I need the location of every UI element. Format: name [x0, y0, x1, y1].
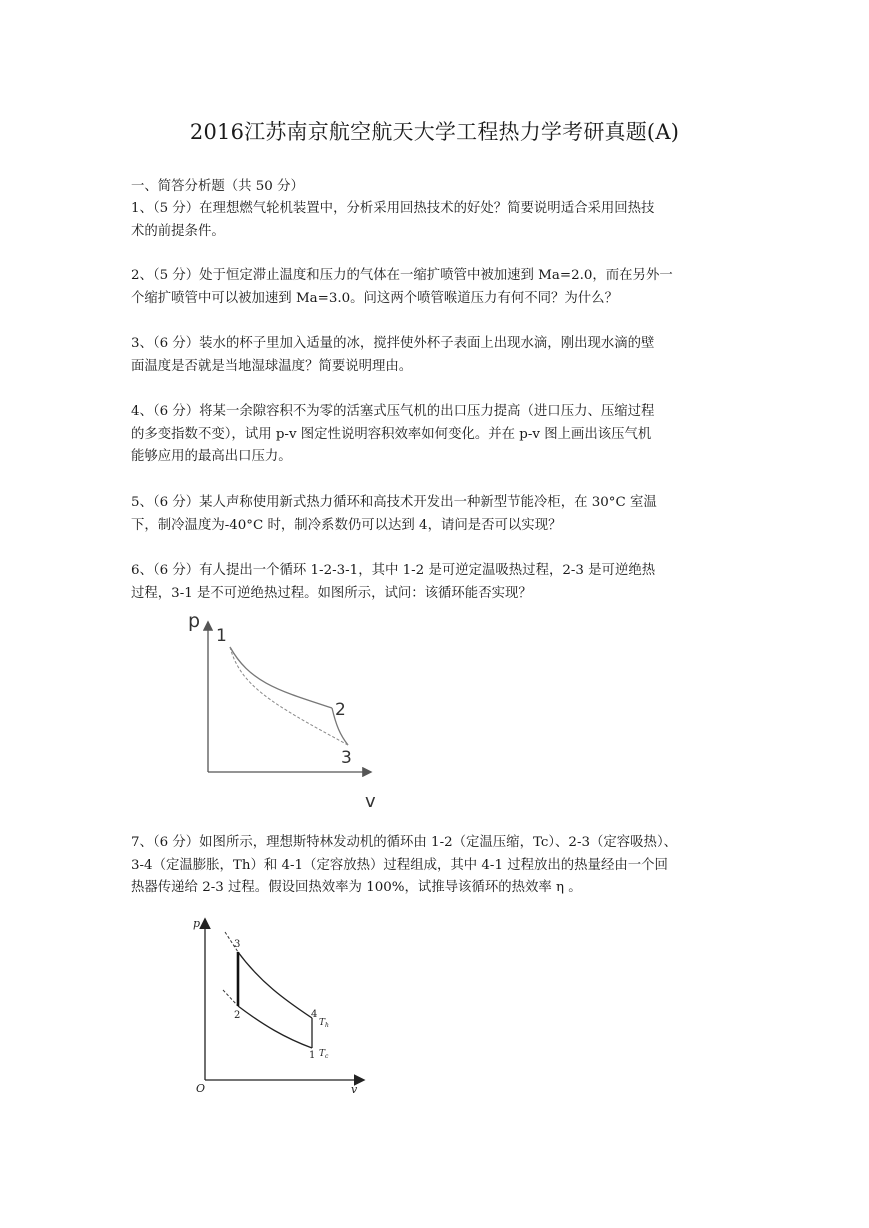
figure-2-isotherm-1-2: [238, 1006, 312, 1048]
figure-1-pv-diagram: [170, 605, 390, 815]
question-1: 1、（5 分）在理想燃气轮机装置中，分析采用回热技术的好处？简要说明适合采用回热技 术的前提条件。: [131, 201, 655, 239]
figure-2-stirling-pv-diagram: [185, 910, 375, 1095]
question-3: 3、（6 分）装水的杯子里加入适量的冰，搅拌使外杯子表面上出现水滴，刚出现水滴的壁 面温度是否就是当地湿球温度？简要说明理由。: [131, 336, 655, 374]
figure-2-p-label: p: [193, 917, 201, 930]
question-5: 5、（6 分）某人声称使用新式热力循环和高技术开发出一种新型节能冷柜，在 30°C 室温 下，制冷温度为-40°C 时，制冷系数仍可以达到 4，请问是否可以实现？: [131, 495, 657, 533]
figure-2-tc-label: $T_c$: [319, 1049, 329, 1060]
figure-2-point-1: 1: [309, 1050, 316, 1061]
figure-2-v-label: v: [351, 1083, 358, 1096]
figure-2-isotherm-3-4: [238, 952, 312, 1018]
figure-2-point-3: 3: [234, 939, 241, 950]
figure-2-th-label: $T_h$: [319, 1018, 329, 1029]
figure-2-point-2: 2: [234, 1010, 241, 1021]
question-2: 2、（5 分）处于恒定滞止温度和压力的气体在一缩扩喷管中被加速到 Ma=2.0，而在另外一 个缩扩喷管中可以被加速到 Ma=3.0。问这两个喷管喉道压力有何不同？为什么？: [131, 268, 673, 306]
question-7: 7、（6 分）如图所示，理想斯特林发动机的循环由 1-2（定温压缩，Tc）、2-3（定容吸热）、 3-4（定温膨胀，Th）和 4-1（定容放热）过程组成，其中 4-1 过程放出的热量经由一个回 热器传递给 2-3 过程。假设回热效率为 100%，试推导该循环的热效率 η 。: [131, 835, 678, 895]
figure-1-point-2: 2: [335, 700, 346, 720]
figure-2-tc-dashed: [223, 990, 238, 1006]
figure-1-v-label: v: [365, 791, 376, 812]
figure-1-isotherm-1-2: [230, 647, 332, 708]
figure-2-origin-label: O: [196, 1082, 206, 1095]
page-title: 2016江苏南京航空航天大学工程热力学考研真题(A): [189, 120, 680, 144]
figure-1-p-label: p: [188, 610, 201, 632]
question-6: 6、（6 分）有人提出一个循环 1-2-3-1，其中 1-2 是可逆定温吸热过程，2-3 是可逆绝热 过程，3-1 是不可逆绝热过程。如图所示，试问：该循环能否实现？: [131, 563, 656, 601]
figure-1-point-1: 1: [216, 626, 227, 646]
figure-2-point-4: 4: [311, 1009, 318, 1020]
question-4: 4、（6 分）将某一余隙容积不为零的活塞式压气机的出口压力提高（进口压力、压缩过程 的多变指数不变），试用 p-v 图定性说明容积效率如何变化。并在 p-v 图上画出该压气机 能够应用的最高出口压力。: [131, 404, 655, 464]
figure-1-irreversible-3-1: [230, 647, 348, 745]
section-heading: 一、简答分析题（共 50 分）: [131, 179, 304, 194]
figure-1-point-3: 3: [341, 748, 352, 768]
